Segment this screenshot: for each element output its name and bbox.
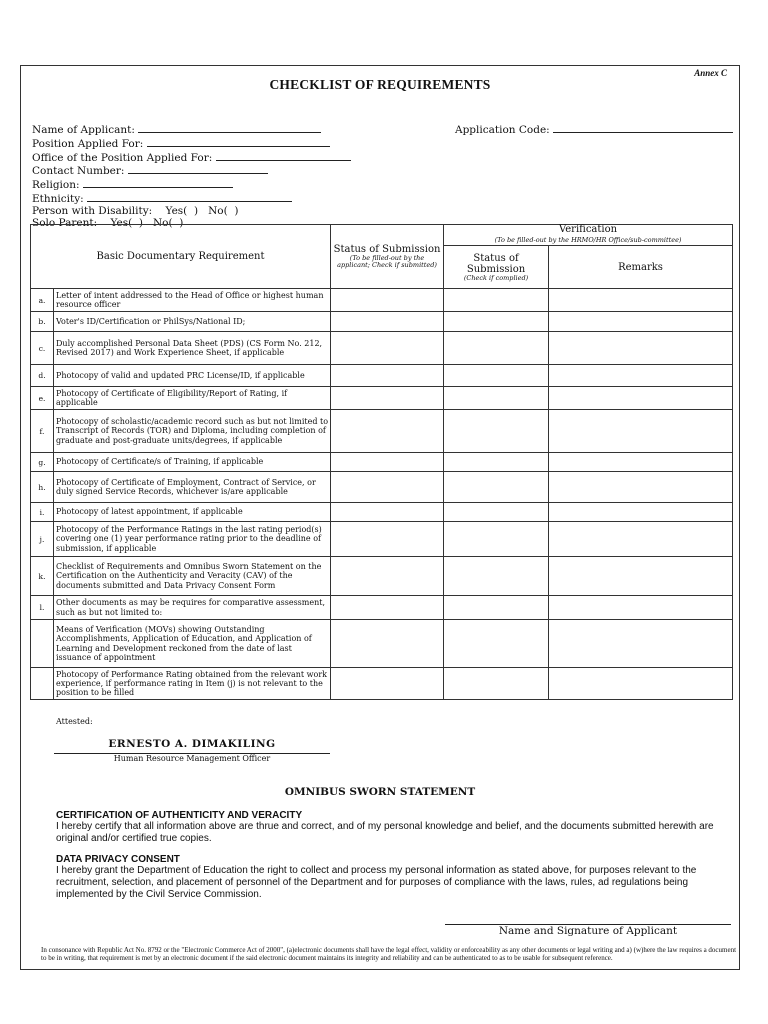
verification-status-cell[interactable]	[444, 410, 549, 453]
requirement-letter	[31, 668, 54, 700]
cav-text: I hereby certify that all information above are thrue and correct, and of my personal knowledge and belief, and the documents submitted herewith are original and/or certified true copies.	[56, 821, 714, 844]
remarks-cell[interactable]	[549, 620, 733, 668]
requirement-description: Photocopy of the Performance Ratings in the last rating period(s) covering one (1) year performance rating prior to the deadline of submission, if applicable	[54, 522, 331, 557]
cav-section	[56, 810, 716, 845]
field-name[interactable]	[32, 123, 351, 137]
requirement-letter: k.	[31, 557, 54, 596]
applicant-status-cell[interactable]	[331, 365, 444, 387]
applicant-status-cell[interactable]	[331, 522, 444, 557]
applicant-status-cell[interactable]	[331, 472, 444, 503]
fill-line[interactable]	[216, 151, 351, 161]
requirement-description: Photocopy of Certificate of Employment, Contract of Service, or duly signed Service Records, whichever is/are applicable	[54, 472, 331, 503]
requirement-description: Other documents as may be requires for comparative assessment, such as but not limited to:	[54, 596, 331, 620]
requirement-letter: g.	[31, 453, 54, 472]
applicant-status-cell[interactable]	[331, 596, 444, 620]
verification-header-label: Verification	[558, 224, 618, 235]
remarks-cell[interactable]	[549, 453, 733, 472]
verification-status-cell[interactable]	[444, 503, 549, 522]
field-office[interactable]	[32, 151, 351, 165]
requirement-letter: b.	[31, 312, 54, 332]
field-application-code[interactable]	[455, 123, 733, 136]
verification-status-cell[interactable]	[444, 557, 549, 596]
field-ethnicity[interactable]	[32, 192, 351, 206]
applicant-status-cell[interactable]	[331, 503, 444, 522]
field-label: Contact Number:	[32, 165, 125, 178]
requirement-row	[31, 503, 733, 522]
fill-line[interactable]	[553, 123, 733, 133]
remarks-cell[interactable]	[549, 557, 733, 596]
field-label: Application Code:	[455, 124, 550, 136]
verification-status-cell[interactable]	[444, 387, 549, 410]
applicant-fields	[32, 123, 351, 229]
legal-footnote: In consonance with Republic Act No. 8792 or the "Electronic Commerce Act of 2000", (a)electronic documents shall have the legal effect, validity or enforceability as any other documents or legal writing and a) (w)here the law requires a document to be in writing, that requirement is met by an electronic document if the said electronic document maintains its integrity and reliability and can be authenticated to as to be usable for subsequent reference.	[41, 946, 737, 963]
requirement-description: Photocopy of Certificate/s of Training, if applicable	[54, 453, 331, 472]
requirement-description: Checklist of Requirements and Omnibus Sworn Statement on the Certification on the Authenticity and Veracity (CAV) of the documents submitted and Data Privacy Consent Form	[54, 557, 331, 596]
remarks-header: Remarks	[549, 246, 733, 289]
requirement-description: Means of Verification (MOVs) showing Outstanding Accomplishments, Application of Education, and Application of Learning and Development reckoned from the date of last issuance of appointment	[54, 620, 331, 668]
requirement-row	[31, 410, 733, 453]
applicant-status-cell[interactable]	[331, 312, 444, 332]
fill-line[interactable]	[87, 192, 292, 202]
applicant-status-cell[interactable]	[331, 289, 444, 312]
requirement-letter: c.	[31, 332, 54, 365]
requirement-letter: d.	[31, 365, 54, 387]
form-frame	[20, 65, 740, 970]
requirement-description: Photocopy of scholastic/academic record such as but not limited to Transcript of Records (TOR) and Diploma, including completion of graduate and post-graduate units/degrees, if applicable	[54, 410, 331, 453]
requirement-letter: j.	[31, 522, 54, 557]
remarks-cell[interactable]	[549, 503, 733, 522]
requirement-row	[31, 365, 733, 387]
applicant-status-cell[interactable]	[331, 387, 444, 410]
requirement-description: Photocopy of Certificate of Eligibility/Report of Rating, if applicable	[54, 387, 331, 410]
verification-header	[444, 225, 733, 246]
officer-name: ERNESTO A. DIMAKILING	[108, 738, 276, 750]
remarks-cell[interactable]	[549, 387, 733, 410]
fill-line[interactable]	[128, 164, 268, 174]
verification-status-cell[interactable]	[444, 312, 549, 332]
verification-status-cell[interactable]	[444, 289, 549, 312]
requirement-row	[31, 668, 733, 700]
fill-line[interactable]	[147, 137, 330, 147]
requirement-description: Letter of intent addressed to the Head of Office or highest human resource officer	[54, 289, 331, 312]
omnibus-sworn-statement-title: OMNIBUS SWORN STATEMENT	[284, 786, 476, 798]
field-contact[interactable]	[32, 164, 351, 178]
remarks-cell[interactable]	[549, 289, 733, 312]
applicant-status-cell[interactable]	[331, 557, 444, 596]
data-privacy-heading: DATA PRIVACY CONSENT	[56, 854, 180, 865]
annex-label: Annex C	[694, 68, 727, 78]
requirement-description: Photocopy of Performance Rating obtained from the relevant work experience, if performance rating in Item (j) is not relevant to the position to be filled	[54, 668, 331, 700]
applicant-signature-label: Name and Signature of Applicant	[498, 925, 678, 937]
field-position[interactable]	[32, 137, 351, 151]
applicant-status-cell[interactable]	[331, 620, 444, 668]
applicant-status-cell[interactable]	[331, 332, 444, 365]
requirement-letter: l.	[31, 596, 54, 620]
requirement-letter: e.	[31, 387, 54, 410]
requirement-row	[31, 332, 733, 365]
attested-label: Attested:	[56, 717, 93, 726]
field-label: Ethnicity:	[32, 192, 84, 205]
applicant-status-cell[interactable]	[331, 668, 444, 700]
requirement-letter: h.	[31, 472, 54, 503]
requirement-description: Duly accomplished Personal Data Sheet (PDS) (CS Form No. 212, Revised 2017) and Work Experience Sheet, if applicable	[54, 332, 331, 365]
applicant-status-cell[interactable]	[331, 410, 444, 453]
remarks-cell[interactable]	[549, 332, 733, 365]
verification-status-cell[interactable]	[444, 596, 549, 620]
requirement-letter: f.	[31, 410, 54, 453]
remarks-cell[interactable]	[549, 596, 733, 620]
field-label: Office of the Position Applied For:	[32, 151, 213, 164]
requirement-row	[31, 620, 733, 668]
fill-line[interactable]	[138, 123, 321, 133]
applicant-status-cell[interactable]	[331, 453, 444, 472]
remarks-cell[interactable]	[549, 312, 733, 332]
field-label: Position Applied For:	[32, 137, 144, 150]
officer-title: Human Resource Management Officer	[113, 754, 271, 763]
verification-status-cell[interactable]	[444, 472, 549, 503]
basic-requirement-header: Basic Documentary Requirement	[31, 225, 331, 289]
verification-status-cell[interactable]	[444, 453, 549, 472]
requirement-description: Voter's ID/Certification or PhilSys/National ID;	[54, 312, 331, 332]
requirement-letter: a.	[31, 289, 54, 312]
verification-status-header	[444, 246, 549, 289]
verification-status-cell[interactable]	[444, 522, 549, 557]
field-solo-parent[interactable]: Solo Parent: Yes( ) No( )	[32, 216, 184, 229]
requirement-row	[31, 289, 733, 312]
remarks-cell[interactable]	[549, 365, 733, 387]
field-pwd[interactable]: Person with Disability: Yes( ) No( )	[32, 204, 239, 217]
verification-status-cell[interactable]	[444, 668, 549, 700]
requirement-row	[31, 453, 733, 472]
fill-line[interactable]	[83, 178, 233, 188]
requirement-row	[31, 387, 733, 410]
requirement-row	[31, 522, 733, 557]
requirements-table	[30, 224, 733, 700]
field-religion[interactable]	[32, 178, 351, 192]
requirement-letter: i.	[31, 503, 54, 522]
cav-heading: CERTIFICATION OF AUTHENTICITY AND VERACITY	[56, 810, 303, 821]
verification-status-cell[interactable]	[444, 365, 549, 387]
field-label: Religion:	[32, 179, 80, 192]
requirement-description: Photocopy of latest appointment, if applicable	[54, 503, 331, 522]
verification-status-cell[interactable]	[444, 620, 549, 668]
status-note: (To be filled-out by the applicant; Check if submitted)	[337, 254, 437, 269]
remarks-cell[interactable]	[549, 668, 733, 700]
remarks-cell[interactable]	[549, 472, 733, 503]
form-title: CHECKLIST OF REQUIREMENTS	[269, 77, 491, 92]
verification-note: (To be filled-out by the HRMO/HR Office/sub-committee)	[494, 236, 682, 244]
data-privacy-text: I hereby grant the Department of Education the right to collect and process my personal information as stated above, for purposes relevant to the recruitment, selection, and placement of personnel of the Department and for purposes of compliance with the laws, rules, ad regulations being implemented by the Civil Service Commission.	[56, 865, 697, 900]
requirement-row	[31, 312, 733, 332]
status-header-label: Status of Submission	[333, 244, 441, 255]
verification-status-cell[interactable]	[444, 332, 549, 365]
data-privacy-section	[56, 854, 716, 900]
remarks-cell[interactable]	[549, 410, 733, 453]
requirement-row	[31, 596, 733, 620]
verification-status-note: (Check if complied)	[463, 273, 529, 282]
remarks-cell[interactable]	[549, 522, 733, 557]
status-header	[331, 225, 444, 289]
requirement-description: Photocopy of valid and updated PRC License/ID, if applicable	[54, 365, 331, 387]
requirement-row	[31, 557, 733, 596]
field-label: Name of Applicant:	[32, 124, 135, 136]
requirement-letter	[31, 620, 54, 668]
requirement-row	[31, 472, 733, 503]
verification-status-label: Status of Submission	[466, 252, 526, 275]
